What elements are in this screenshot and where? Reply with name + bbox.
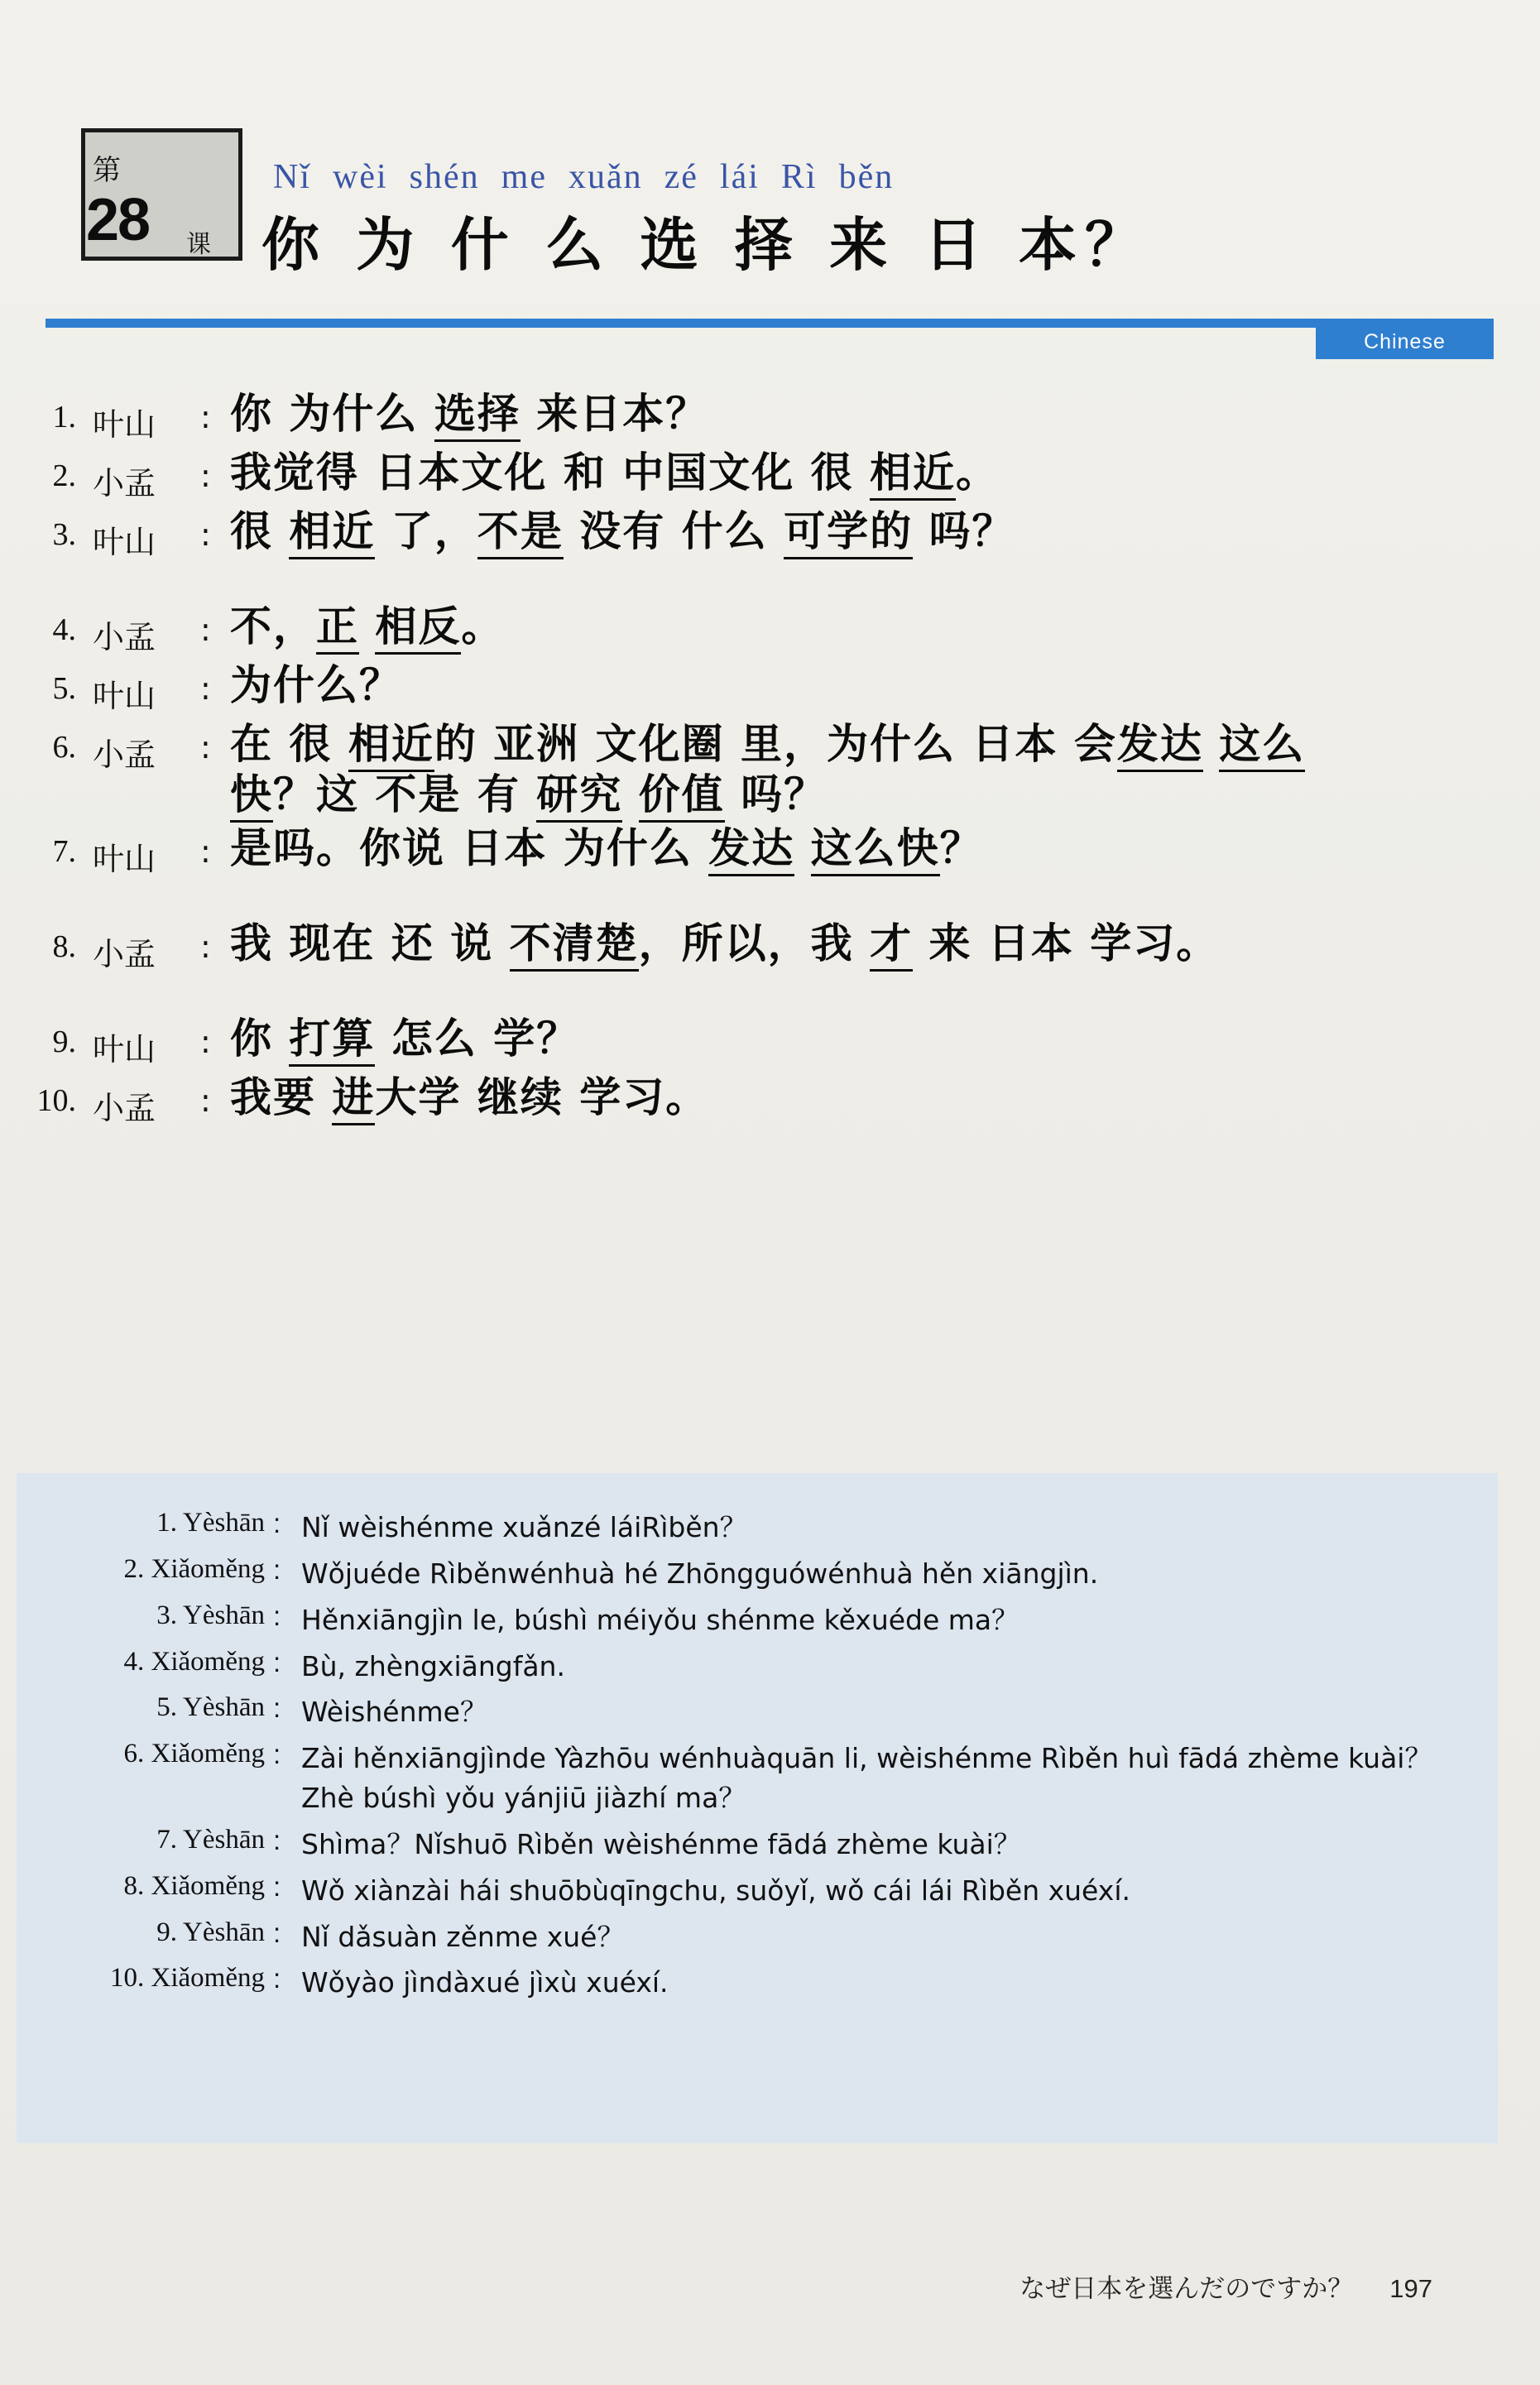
dialogue-line: [0, 719, 1540, 820]
dialogue-text-run: [1203, 720, 1219, 768]
dialogue-text-run: 不，: [230, 602, 316, 650]
dialogue-line-number: 3.: [52, 517, 76, 552]
pinyin-colon: :: [273, 1600, 281, 1631]
title-pinyin-syllable: wèi: [333, 158, 388, 196]
title-pinyin: [273, 157, 915, 197]
dialogue-text-run: [622, 770, 638, 818]
dialogue-keyword: 这么快: [230, 720, 1305, 823]
dialogue-text-run: 大学 继续 学习。: [375, 1073, 709, 1121]
dialogue-line: [0, 1014, 1540, 1069]
dialogue-text-run: 来日本？: [520, 390, 709, 438]
dialogue-text: [230, 1014, 579, 1064]
pinyin-speaker-label: 4. Xiǎoměng: [123, 1646, 265, 1677]
pinyin-line: [17, 1508, 1498, 1548]
dialogue-text-run: [794, 824, 810, 872]
dialogue-text: [230, 919, 1219, 969]
dialogue-spacer: [0, 882, 1540, 919]
pinyin-line: [17, 1825, 1498, 1864]
dialogue-text-run: ？这 不是 有: [273, 770, 537, 818]
dialogue-spacer: [0, 977, 1540, 1014]
pinyin-text: Shìma？Nǐshuō Rìběn wèishénme fādá zhème kuài？: [301, 1827, 1021, 1860]
pinyin-text: Nǐ wèishénme xuǎnzé láiRìběn？: [301, 1511, 747, 1543]
lesson-header: [0, 0, 1540, 353]
pinyin-colon: :: [273, 1963, 281, 1994]
dialogue-text-run: 你 为什么: [230, 390, 434, 438]
dialogue-speaker: 叶山: [93, 678, 156, 714]
dialogue-text-run: 我觉得 日本文化 和 中国文化 很: [230, 449, 871, 497]
dialogue-text-run: ，所以，我: [638, 919, 871, 967]
dialogue-line-number: 7.: [52, 834, 76, 869]
dialogue-keyword: 打算: [289, 1015, 375, 1067]
header-divider: [46, 319, 1494, 328]
dialogue-line-number: 6.: [52, 730, 76, 765]
dialogue-line-number: 1.: [52, 400, 76, 434]
title-pinyin-syllable: shén: [409, 158, 480, 196]
pinyin-line: [17, 1917, 1498, 1957]
pinyin-line: [17, 1739, 1498, 1818]
dialogue-line: [0, 823, 1540, 879]
dialogue-line: [0, 919, 1540, 974]
page-footer: [0, 2267, 1540, 2305]
page-title: 你 为 什 么 选 择 来 日 本？: [261, 211, 1151, 279]
dialogue-colon: :: [200, 516, 211, 553]
pinyin-colon: :: [273, 1508, 281, 1538]
pinyin-speaker-label: 1. Yèshān: [156, 1508, 265, 1538]
footer-japanese-title: なぜ日本を選んだのですか？: [1019, 2274, 1354, 2304]
dialogue-keyword: 这么快: [811, 824, 940, 876]
dialogue-text-run: 怎么 学？: [375, 1015, 580, 1063]
pinyin-text: Bù, zhèngxiāngfǎn.: [301, 1649, 565, 1682]
dialogue-spacer: [0, 565, 1540, 602]
pinyin-speaker-label: 5. Yèshān: [156, 1692, 265, 1723]
dialogue-line: [0, 660, 1540, 716]
dialogue-line: [0, 506, 1540, 562]
dialogue-text: [230, 389, 708, 439]
dialogue-text: [230, 506, 1015, 557]
pinyin-line: [17, 1871, 1498, 1911]
dialogue-speaker: 小孟: [93, 737, 156, 773]
dialogue-text-run: [359, 602, 375, 650]
dialogue-speaker: 小孟: [93, 936, 156, 972]
dialogue-text: [230, 660, 402, 711]
dialogue-text-run: 为什么？: [230, 661, 402, 709]
pinyin-colon: :: [273, 1824, 281, 1855]
dialogue-line: [0, 389, 1540, 444]
dialogue-text-run: 我 现在 还 说: [230, 919, 510, 967]
dialogue-speaker: 小孟: [93, 465, 156, 501]
pinyin-line: [17, 1647, 1498, 1687]
dialogue-keyword: 发达: [708, 824, 794, 876]
dialogue-colon: :: [200, 729, 211, 765]
lesson-suffix-label: 课: [186, 230, 211, 259]
pinyin-colon: :: [273, 1739, 281, 1770]
dialogue-text-run: 我要: [230, 1073, 333, 1121]
pinyin-text: Nǐ dǎsuàn zěnme xué？: [301, 1920, 625, 1953]
dialogue-keyword: 相近: [870, 449, 956, 501]
pinyin-line: [17, 1692, 1498, 1732]
title-pinyin-syllable: me: [501, 158, 547, 196]
dialogue-line: [0, 602, 1540, 657]
dialogue-line-number: 8.: [52, 929, 76, 964]
dialogue-text: [230, 719, 1331, 820]
dialogue-line-number: 5.: [52, 671, 76, 706]
dialogue-speaker: 叶山: [93, 1031, 156, 1068]
title-pinyin-syllable: lái: [719, 158, 760, 196]
pinyin-text: Wǒjuéde Rìběnwénhuà hé Zhōngguówénhuà hěn xiāngjìn.: [301, 1557, 1099, 1590]
dialogue-speaker: 小孟: [93, 619, 156, 655]
chinese-dialogue-list: [0, 389, 1540, 1131]
dialogue-text-run: 。: [956, 449, 1000, 497]
pinyin-dialogue-list: [17, 1473, 1498, 2003]
dialogue-keyword: 不清楚: [510, 919, 639, 972]
dialogue-colon: :: [200, 612, 211, 648]
dialogue-speaker: 叶山: [93, 524, 156, 560]
dialogue-text-run: 是吗。你说 日本 为什么: [230, 824, 709, 872]
dialogue-line-number: 2.: [52, 458, 76, 493]
dialogue-text-run: 没有 什么: [563, 507, 784, 555]
dialogue-line-number: 4.: [52, 612, 76, 647]
dialogue-colon: :: [200, 670, 211, 707]
dialogue-colon: :: [200, 929, 211, 965]
lesson-number: 28: [86, 187, 150, 253]
pinyin-text: Wèishénme？: [301, 1696, 487, 1729]
pinyin-speaker-label: 9. Yèshān: [156, 1917, 265, 1947]
dialogue-line: [0, 1073, 1540, 1128]
dialogue-text-run: 了，: [375, 507, 477, 555]
dialogue-text: [230, 602, 504, 652]
dialogue-text-run: 很: [230, 507, 290, 555]
pinyin-speaker-label: 7. Yèshān: [156, 1824, 265, 1855]
dialogue-colon: :: [200, 1024, 211, 1060]
title-pinyin-syllable: zé: [664, 158, 698, 196]
pinyin-colon: :: [273, 1553, 281, 1585]
dialogue-keyword: 相近: [348, 720, 434, 772]
dialogue-colon: :: [200, 833, 211, 870]
dialogue-text: [230, 448, 999, 498]
dialogue-keyword: 可学的: [784, 507, 913, 559]
dialogue-text-run: 在 很: [230, 720, 348, 768]
dialogue-keyword: 才: [870, 919, 913, 972]
dialogue-text-run: ？: [939, 824, 983, 872]
title-pinyin-syllable: Rì: [780, 158, 818, 196]
pinyin-text: Wǒ xiànzài hái shuōbùqīngchu, suǒyǐ, wǒ cái lái Rìběn xuéxí.: [301, 1874, 1130, 1907]
dialogue-text: [230, 1073, 708, 1123]
dialogue-speaker: 叶山: [93, 406, 156, 443]
dialogue-speaker: 叶山: [93, 841, 156, 877]
lesson-prefix-label: 第: [93, 154, 121, 187]
dialogue-text: [230, 823, 983, 874]
dialogue-text-run: 来 日本 学习。: [913, 919, 1220, 967]
dialogue-keyword: 发达: [1117, 720, 1203, 772]
pinyin-colon: :: [273, 1917, 281, 1948]
dialogue-keyword: 价值: [639, 770, 725, 823]
dialogue-keyword: 相近: [289, 507, 375, 559]
dialogue-keyword: 研究: [536, 770, 622, 823]
title-pinyin-syllable: běn: [838, 158, 895, 196]
pinyin-line: [17, 1554, 1498, 1594]
dialogue-keyword: 不是: [477, 507, 564, 559]
pinyin-speaker-label: 6. Xiǎoměng: [123, 1739, 265, 1769]
pinyin-text: Hěnxiāngjìn le, búshì méiyǒu shénme kěxuéde ma？: [301, 1603, 1019, 1636]
dialogue-line-number: 9.: [52, 1025, 76, 1059]
pinyin-colon: :: [273, 1692, 281, 1724]
pinyin-colon: :: [273, 1646, 281, 1677]
dialogue-colon: :: [200, 1082, 211, 1119]
pinyin-colon: :: [273, 1870, 281, 1902]
dialogue-colon: :: [200, 399, 211, 435]
dialogue-colon: :: [200, 458, 211, 494]
dialogue-line-number: 10.: [36, 1083, 76, 1118]
pinyin-speaker-label: 8. Xiǎoměng: [123, 1870, 265, 1901]
dialogue-keyword: 选择: [434, 390, 521, 442]
pinyin-speaker-label: 3. Yèshān: [156, 1600, 265, 1630]
pinyin-speaker-label: 10. Xiǎoměng: [110, 1963, 265, 1994]
title-pinyin-syllable: xuǎn: [568, 158, 643, 196]
title-pinyin-syllable: Nǐ: [273, 158, 311, 196]
pinyin-line: [17, 1963, 1498, 2003]
page-number: 197: [1389, 2274, 1432, 2303]
dialogue-text-run: 吗？: [913, 507, 1015, 555]
dialogue-text-run: 吗？: [724, 770, 828, 818]
language-tag: Chinese: [1316, 324, 1494, 359]
dialogue-speaker: 小孟: [93, 1090, 156, 1126]
dialogue-keyword: 进: [332, 1073, 375, 1125]
dialogue-line: [0, 448, 1540, 503]
pinyin-speaker-label: 2. Xiǎoměng: [123, 1553, 265, 1584]
dialogue-keyword: 相反: [375, 602, 461, 655]
pinyin-text: Zài hěnxiāngjìnde Yàzhōu wénhuàquān li, wèishénme Rìběn huì fādá zhème kuài？Zhè búshì yǒu yánjiū jiàzhí ma？: [301, 1742, 1432, 1815]
dialogue-keyword: 正: [316, 602, 359, 655]
dialogue-text-run: 。: [461, 602, 505, 650]
pinyin-text: Wǒyào jìndàxué jìxù xuéxí.: [301, 1966, 669, 1999]
pinyin-line: [17, 1600, 1498, 1640]
dialogue-text-run: 你: [230, 1015, 290, 1063]
pinyin-panel: [17, 1473, 1498, 2143]
dialogue-text-run: 的 亚洲 文化圈 里，为什么 日本 会: [434, 720, 1117, 768]
